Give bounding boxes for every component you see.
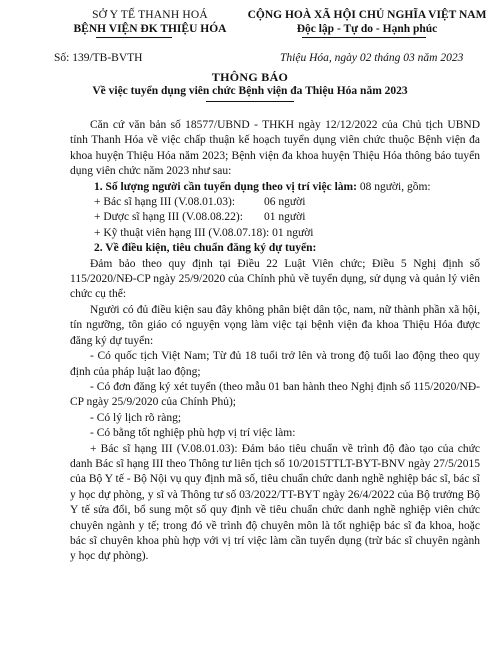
hospital-name: BỆNH VIỆN ĐK THIỆU HÓA [73,23,227,35]
position-row [70,226,480,241]
national-motto: Độc lập - Tự do - Hạnh phúc [296,23,438,35]
document-date: Thiệu Hóa, ngày 02 tháng 03 năm 2023 [280,52,464,64]
document-body [70,118,480,565]
requirement-item: - Có lý lịch rõ ràng; [90,411,182,424]
position-row [70,210,480,225]
position-count: 01 người [272,226,314,239]
section-1-title: 1. Số lượng người cần tuyển dụng theo vị trí việc làm: [94,180,357,193]
position-label: + Dược sĩ hạng III (V.08.08.22): [94,211,243,224]
position-label: + Kỹ thuật viên hạng III (V.08.07.18): [94,226,270,239]
issuer-block [50,8,250,36]
section-1-heading [70,180,480,195]
issuer-underline [96,37,172,38]
national-header [247,8,487,36]
section-2-paragraph: Người có đủ điều kiện sau đây không phân biệt dân tộc, nam, nữ thành phần xã hội, tín ngưỡng, tôn giáo có nguyện vọng làm việc tại bệnh viện đa khoa Thiệu Hóa được đăng ký dự tuyển: [70,303,480,347]
doctor-qualification-paragraph: + Bác sĩ hạng III (V.08.01.03): Đảm bảo tiêu chuẩn về trình độ đào tạo của chức danh Bác sĩ hạng III theo Thông tư liên tịch số 10/2015TTLT-BYT-BNV ngày 27/5/2015 của Bộ Y tế - Bộ Nội vụ quy định mã số, tiêu chuẩn chức danh nghề nghiệp bác sĩ, bác sĩ y học dự phòng, y sĩ và Thông tư số 03/2022/TT-BYT ngày 26/4/2022 của Bộ trưởng Bộ Y tế sửa đổi, bổ sung một số quy định về tiêu chuẩn chức danh nghề nghiệp viên chức chuyên ngành y tế; trong đó về trình độ chuyên môn là tốt nghiệp bác sĩ đa khoa, hoặc bác sĩ chuyên khoa phù hợp với vị trí việc làm cần tuyển dụng (trừ bác sĩ chuyên ngành y học dự phòng). [70,442,480,563]
position-count: 01 người [264,211,306,224]
document-type: THÔNG BÁO [211,70,289,84]
requirement-item: - Có bằng tốt nghiệp phù hợp vị trí việc làm: [90,427,296,440]
section-1-total: 08 người, gồm: [356,180,431,193]
position-count: 06 người [264,196,306,209]
document-number: Số: 139/TB-BVTH [54,52,143,64]
subject-underline [206,101,294,102]
motto-underline [302,37,426,38]
section-2-heading: 2. Về điều kiện, tiêu chuẩn đăng ký dự tuyển: [94,242,317,255]
intro-paragraph: Căn cứ văn bản số 18577/UBND - THKH ngày 12/12/2022 của Chủ tịch UBND tỉnh Thanh Hóa về việc chấp thuận kế hoạch tuyển dụng viên chức thuộc Bệnh viện đa khoa huyện Thiệu Hóa năm 2023; Bệnh viện đa khoa huyện Thiệu Hóa thông báo tuyển dụng viên chức năm 2023 như sau: [70,119,480,178]
agency-name: SỞ Y TẾ THANH HOÁ [92,9,208,21]
nation-name: CỘNG HOÀ XÃ HỘI CHỦ NGHĨA VIỆT NAM [247,9,487,21]
requirement-item: - Có quốc tịch Việt Nam; Từ đủ 18 tuổi trở lên và trong độ tuổi lao động theo quy định của pháp luật lao động; [70,350,480,378]
position-row [70,195,480,210]
section-2-paragraph: Đảm bảo theo quy định tại Điều 22 Luật Viên chức; Điều 5 Nghị định số 115/2020/NĐ-CP ngày 25/9/2020 của Chính phủ về tuyển dụng, sử dụng và quản lý viên chức cụ thể: [70,257,480,301]
position-label: + Bác sĩ hạng III (V.08.01.03): [94,196,236,209]
document-subject: Về việc tuyển dụng viên chức Bệnh viện đa Thiệu Hóa năm 2023 [92,85,408,97]
requirement-item: - Có đơn đăng ký xét tuyển (theo mẫu 01 ban hành theo Nghị định số 115/2020/NĐ-CP ngày 25/9/2020 của Chính Phủ); [70,380,480,409]
